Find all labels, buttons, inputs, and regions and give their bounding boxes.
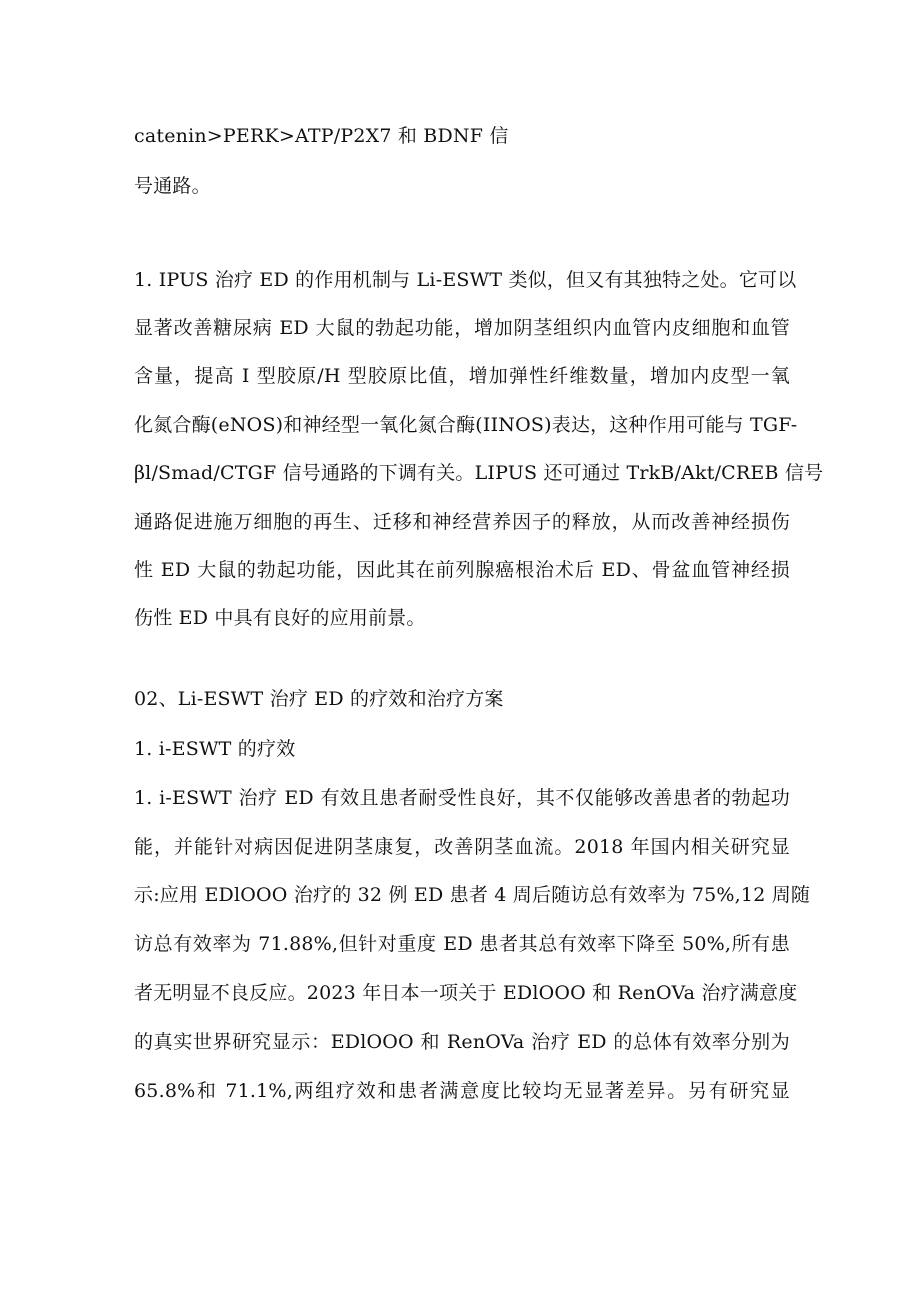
text-line: 访总有效率为 71.88%,但针对重度 ED 患者其总有效率下降至 50%,所有患 <box>134 933 790 955</box>
text-line: 者无明显不良反应。2023 年日本一项关于 EDlOOO 和 RenOVa 治疗满意度 <box>134 982 798 1004</box>
text-line: 的真实世界研究显示：EDlOOO 和 RenOVa 治疗 ED 的总体有效率分别为 <box>134 1031 790 1053</box>
text-line: 1. IPUS 治疗 ED 的作用机制与 Li-ESWT 类似，但又有其独特之处。它可以 <box>134 269 797 291</box>
text-line: 1. i-ESWT 治疗 ED 有效且患者耐受性良好，其不仅能够改善患者的勃起功 <box>134 787 790 809</box>
text-line: 示:应用 EDlOOO 治疗的 32 例 ED 患者 4 周后随访总有效率为 75%,12 周随 <box>134 884 811 906</box>
text-line: 伤性 ED 中具有良好的应用前景。 <box>134 607 426 629</box>
section-heading: 02、Li-ESWT 治疗 ED 的疗效和治疗方案 <box>134 688 504 710</box>
subsection-heading: 1. i-ESWT 的疗效 <box>134 738 296 760</box>
text-line: 号通路。 <box>134 175 211 197</box>
text-line: 性 ED 大鼠的勃起功能，因此其在前列腺癌根治术后 ED、骨盆血管神经损 <box>134 559 790 581</box>
text-line: 通路促进施万细胞的再生、迁移和神经营养因子的释放，从而改善神经损伤 <box>134 511 790 533</box>
text-line: βl/Smad/CTGF 信号通路的下调有关。LIPUS 还可通过 TrkB/Akt/CREB 信号 <box>134 462 824 484</box>
text-line: 能，并能针对病因促进阴茎康复，改善阴茎血流。2018 年国内相关研究显 <box>134 836 790 858</box>
text-line: 含量，提高 I 型胶原/H 型胶原比值，增加弹性纤维数量，增加内皮型一氧 <box>134 365 790 387</box>
text-line: 化氮合酶(eNOS)和神经型一氧化氮合酶(IINOS)表达，这种作用可能与 TGF- <box>134 414 798 436</box>
text-line: 65.8%和 71.1%,两组疗效和患者满意度比较均无显著差异。另有研究显 <box>134 1080 790 1102</box>
text-line: catenin>PERK>ATP/P2X7 和 BDNF 信 <box>134 125 509 147</box>
text-line: 显著改善糖尿病 ED 大鼠的勃起功能，增加阴茎组织内血管内皮细胞和血管 <box>134 317 790 339</box>
